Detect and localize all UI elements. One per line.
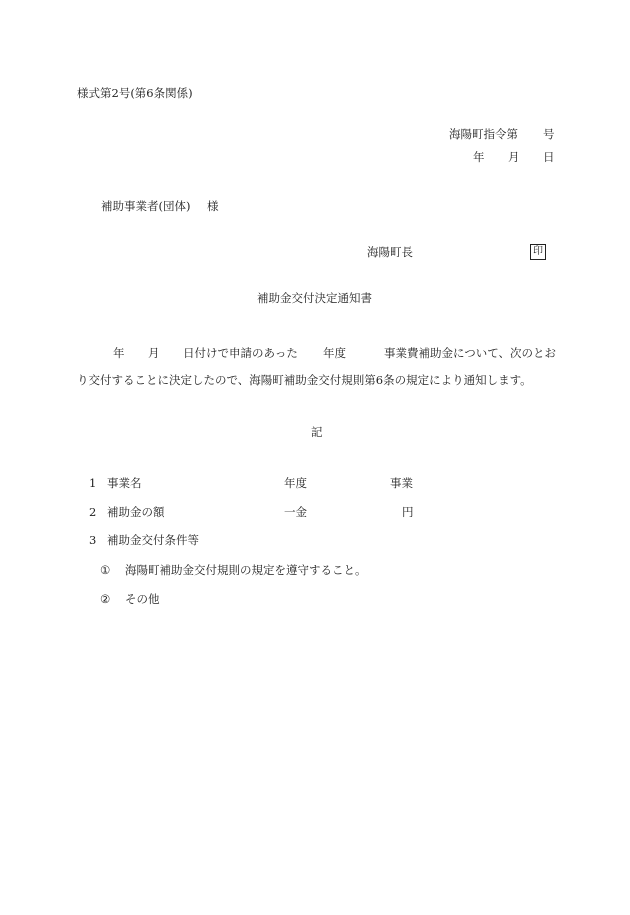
body-fiscal-year: 年度 — [323, 346, 346, 360]
item-number: 3 — [89, 533, 97, 547]
issuer-title: 海陽町長 — [367, 245, 413, 259]
body-line-2: り交付することに決定したので、海陽町補助金交付規則第6条の規定により通知します。 — [77, 373, 532, 387]
item-end: 円 — [402, 505, 414, 519]
item-mid: 年度 — [284, 476, 307, 490]
sub-item-number: ② — [100, 592, 111, 606]
document-title: 補助金交付決定通知書 — [257, 291, 372, 305]
date-day: 日 — [543, 150, 555, 164]
date-year: 年 — [473, 150, 485, 164]
date-month: 月 — [508, 150, 520, 164]
item-number: 1 — [89, 476, 97, 490]
sub-item-number: ① — [100, 563, 111, 577]
addressee-honorific: 様 — [207, 199, 219, 213]
item-mid: 一金 — [284, 505, 307, 519]
addressee-name: 補助事業者(団体) — [101, 199, 191, 213]
sub-item-text: 海陽町補助金交付規則の規定を遵守すること。 — [125, 563, 367, 577]
body-month: 月 — [148, 346, 160, 360]
body-text-2: 事業費補助金について、次のとお — [384, 346, 557, 360]
document-number-suffix: 号 — [543, 127, 555, 141]
seal-mark: 印 — [530, 244, 546, 260]
document-number-prefix: 海陽町指令第 — [449, 127, 518, 141]
item-label: 事業名 — [107, 476, 142, 490]
form-label: 様式第2号(第6条関係) — [77, 86, 193, 100]
item-number: 2 — [89, 505, 97, 519]
body-text-1: 日付けで申請のあった — [183, 346, 298, 360]
body-year: 年 — [113, 346, 125, 360]
ki-mark: 記 — [311, 425, 323, 439]
item-label: 補助金の額 — [107, 505, 165, 519]
sub-item-text: その他 — [125, 592, 160, 606]
item-label: 補助金交付条件等 — [107, 533, 199, 547]
item-end: 事業 — [390, 476, 413, 490]
